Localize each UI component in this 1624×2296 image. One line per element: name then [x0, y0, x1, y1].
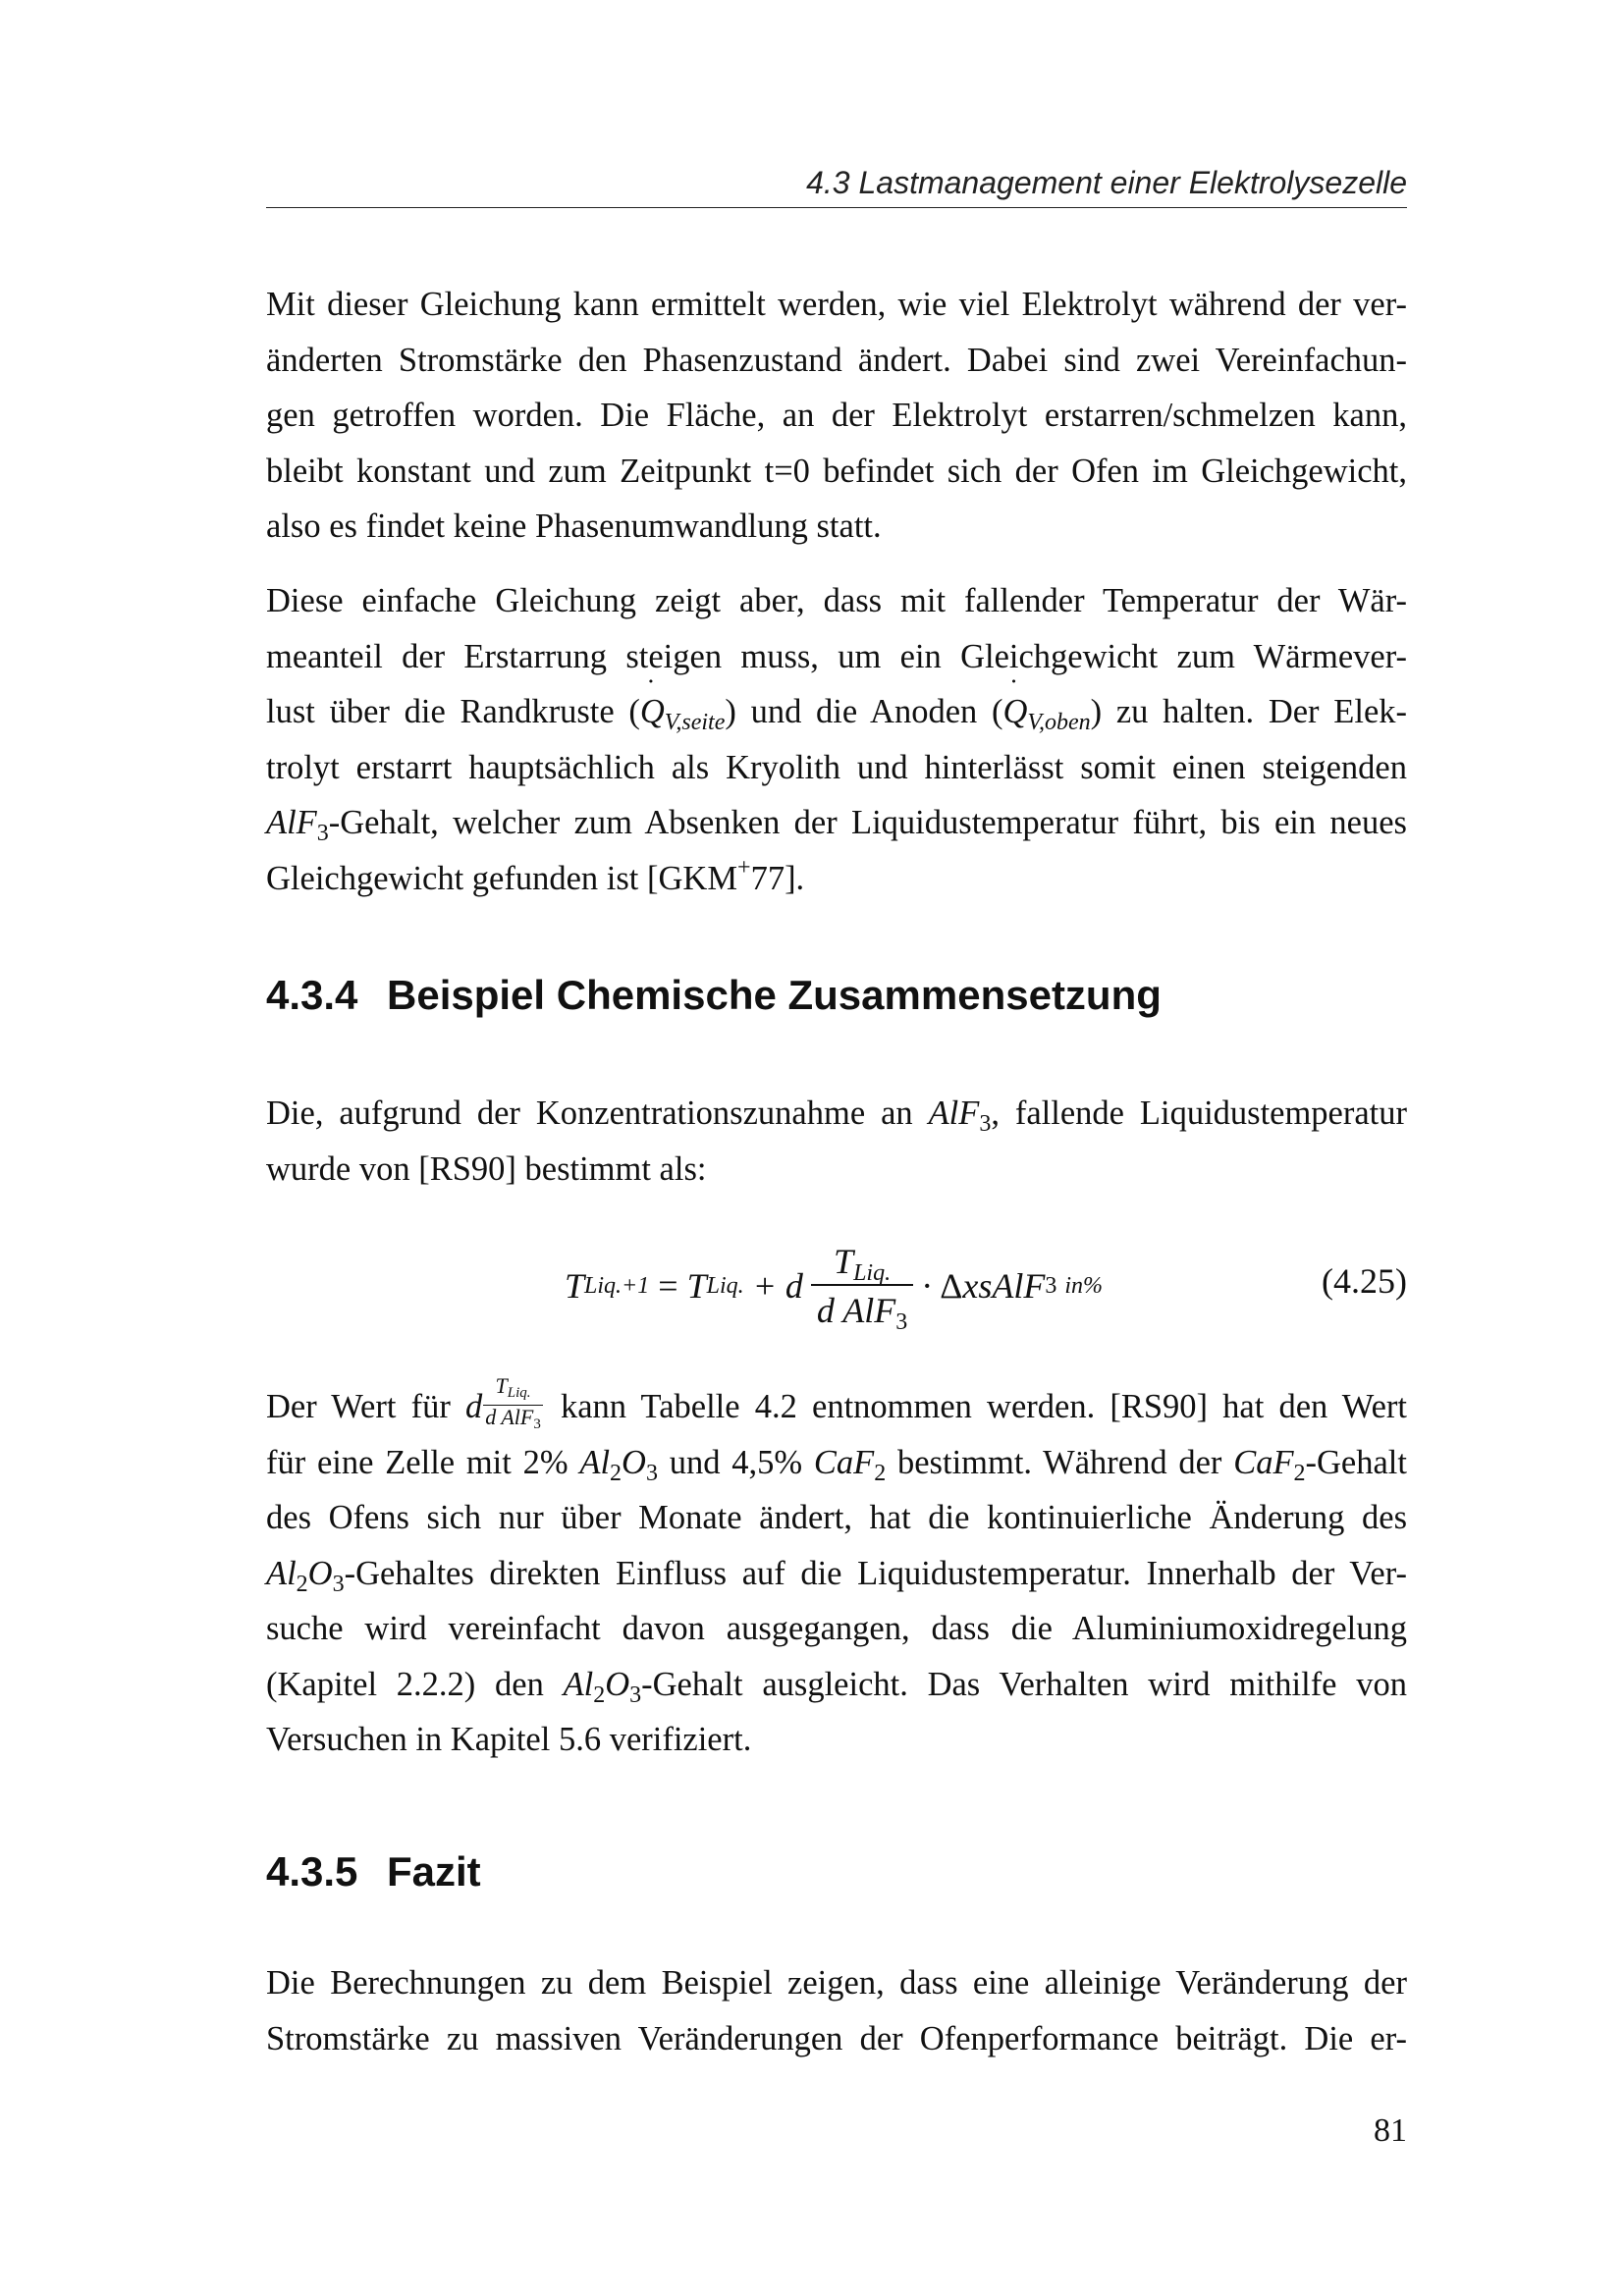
paragraph-4 — [266, 1372, 1407, 1768]
formula-o: O — [622, 1443, 646, 1481]
subscript: 2 — [1293, 1460, 1306, 1486]
paragraph-line — [266, 1435, 1407, 1491]
eq-plus-d: + d — [743, 1266, 803, 1306]
subscript: 2 — [296, 1571, 308, 1597]
eq-fraction — [811, 1241, 913, 1335]
paragraph-line: Die Berechnungen zu dem Beispiel zeigen, dass eine alleinige Veränderung der — [266, 1964, 1407, 2002]
paragraph-line — [266, 1372, 1407, 1435]
paragraph-1 — [266, 277, 1407, 555]
inline-frac-num-symbol: T — [495, 1372, 508, 1398]
eq-frac-num-symbol: T — [834, 1242, 854, 1281]
eq-frac-num-subscript: Liq. — [853, 1260, 892, 1286]
paragraph-2 — [266, 573, 1407, 906]
equation-4-25 — [266, 1232, 1407, 1340]
paragraph-line: wurde von [RS90] bestimmt als: — [266, 1149, 707, 1188]
section-number: 4.3.4 — [266, 972, 358, 1018]
paragraph-line: bleibt konstant und zum Zeitpunkt t=0 befindet sich der Ofen im Gleichgewicht, — [266, 452, 1407, 490]
formula-al: Al — [563, 1665, 594, 1703]
text-run: -Gehalt ausgleicht. Das Verhalten wird mithilfe von — [641, 1665, 1407, 1703]
formula-al: Al — [266, 1554, 297, 1592]
eq-rhs-symbol: T — [686, 1266, 707, 1306]
section-heading-4-3-4 — [266, 972, 1162, 1019]
formula-alf: AlF — [266, 804, 317, 841]
eq-dot-delta: · Δ — [921, 1266, 963, 1306]
text-run: Die, aufgrund der Konzentrationszunahme an — [266, 1095, 929, 1132]
eq-frac-den-subscript: 3 — [895, 1309, 908, 1335]
subscript: V,seite — [664, 710, 726, 735]
paragraph-line: Versuchen in Kapitel 5.6 verifiziert. — [266, 1721, 752, 1759]
paragraph-line: änderten Stromstärke den Phasenzustand ändert. Dabei sind zwei Vereinfachun- — [266, 341, 1407, 379]
running-head — [266, 163, 1407, 208]
paragraph-line — [266, 684, 1407, 740]
subscript: 3 — [979, 1111, 992, 1137]
formula-alf: AlF — [928, 1095, 980, 1132]
paragraph-5 — [266, 1955, 1407, 2066]
eq-xs: xsAlF — [962, 1266, 1046, 1306]
text-run: kann Tabelle 4.2 entnommen werden. [RS90] hat den Wert — [545, 1388, 1407, 1425]
inline-frac-den-subscript: 3 — [533, 1415, 541, 1432]
page-number: 81 — [1374, 2112, 1407, 2149]
paragraph-line: Mit dieser Gleichung kann ermittelt werden, wie viel Elektrolyt während der ver- — [266, 286, 1407, 323]
formula-caf: CaF — [1233, 1443, 1294, 1481]
formula-o: O — [605, 1665, 630, 1703]
paragraph-line: meanteil der Erstarrung steigen muss, um ein Gleichgewicht zum Wärmever- — [266, 637, 1407, 675]
section-title: Beispiel Chemische Zusammensetzung — [387, 972, 1162, 1018]
eq-equals: = — [649, 1266, 687, 1306]
subscript: V,oben — [1027, 710, 1091, 735]
text-run: -Gehaltes direkten Einfluss auf die Liquidustemperatur. Innerhalb der Ver- — [344, 1554, 1407, 1592]
formula-caf: CaF — [813, 1443, 875, 1481]
paragraph-line — [266, 851, 1407, 907]
subscript: 3 — [316, 821, 329, 846]
text-run: -Gehalt, welcher zum Absenken der Liquidustemperatur führt, bis ein neues — [328, 804, 1407, 841]
eq-fraction-numerator — [828, 1241, 896, 1284]
eq-frac-den-text: d AlF — [816, 1291, 896, 1330]
text-run: bestimmt. Während der — [886, 1443, 1234, 1481]
text-run: lust über die Randkruste ( — [266, 693, 640, 730]
eq-lhs-symbol: T — [565, 1266, 585, 1306]
inline-d: d — [464, 1388, 483, 1425]
text-run: ) und die Anoden ( — [725, 693, 1003, 730]
subscript: 2 — [593, 1682, 606, 1708]
paragraph-line: trolyt erstarrt hauptsächlich als Kryolith und hinterlässt somit einen steigenden — [266, 748, 1407, 786]
paragraph-line — [266, 1546, 1407, 1602]
running-head-title: 4.3 Lastmanagement einer Elektrolysezelle — [806, 165, 1407, 200]
subscript: 2 — [610, 1460, 623, 1486]
text-run: ) zu halten. Der Elek- — [1090, 693, 1407, 730]
equation-body: T Liq.+1 = T Liq. + d $\frac{\text{TLiq.}}{\text{d AlF3}}$ · Δ xsAlF 3 in% — [565, 1242, 1104, 1335]
text-run: Der Wert für — [266, 1388, 465, 1425]
inline-frac-den-text: d AlF — [485, 1404, 534, 1429]
paragraph-line — [266, 795, 1407, 851]
inline-frac-denominator — [483, 1405, 543, 1435]
subscript: 3 — [332, 1571, 345, 1597]
subscript: 3 — [629, 1682, 642, 1708]
paragraph-line: suche wird vereinfacht davon ausgegangen, dass die Aluminiumoxidregelung — [266, 1610, 1407, 1648]
equation-label: (4.25) — [1322, 1261, 1407, 1301]
section-number: 4.3.5 — [266, 1848, 358, 1895]
section-title: Fazit — [387, 1848, 481, 1895]
eq-fraction-denominator — [811, 1284, 913, 1335]
paragraph-line — [266, 1657, 1407, 1713]
text-run: für eine Zelle mit 2% — [266, 1443, 580, 1481]
q-dot-symbol: ˙ Q — [1003, 684, 1028, 740]
q-dot-symbol: ˙ Q — [640, 684, 665, 740]
text-run: Gleichgewicht gefunden ist [GKM — [266, 859, 738, 897]
text-run: 77]. — [750, 859, 805, 897]
superscript: + — [737, 854, 751, 881]
text-run: (Kapitel 2.2.2) den — [266, 1665, 564, 1703]
subscript: 3 — [645, 1460, 658, 1486]
paragraph-line: Diese einfache Gleichung zeigt aber, dass mit fallender Temperatur der Wär- — [266, 582, 1407, 619]
text-run: und 4,5% — [657, 1443, 814, 1481]
paragraph-line — [266, 1086, 1407, 1142]
formula-al: Al — [579, 1443, 611, 1481]
paragraph-line: gen getroffen worden. Die Fläche, an der Elektrolyt erstarren/schmelzen kann, — [266, 397, 1407, 434]
inline-frac-numerator — [494, 1372, 533, 1405]
paragraph-line: also es findet keine Phasenumwandlung statt. — [266, 507, 882, 545]
paragraph-3 — [266, 1086, 1407, 1197]
text-run: , fallende Liquidustemperatur — [991, 1095, 1407, 1132]
section-heading-4-3-5 — [266, 1848, 481, 1896]
paragraph-line: des Ofens sich nur über Monate ändert, hat die kontinuierliche Änderung des — [266, 1499, 1407, 1537]
inline-fraction — [483, 1372, 543, 1435]
text-run: -Gehalt — [1305, 1443, 1407, 1481]
paragraph-line: Stromstärke zu massiven Veränderungen der Ofenperformance beiträgt. Die er- — [266, 2019, 1407, 2057]
subscript: 2 — [874, 1460, 887, 1486]
inline-frac-num-subscript: Liq. — [507, 1384, 531, 1401]
formula-o: O — [307, 1554, 333, 1592]
